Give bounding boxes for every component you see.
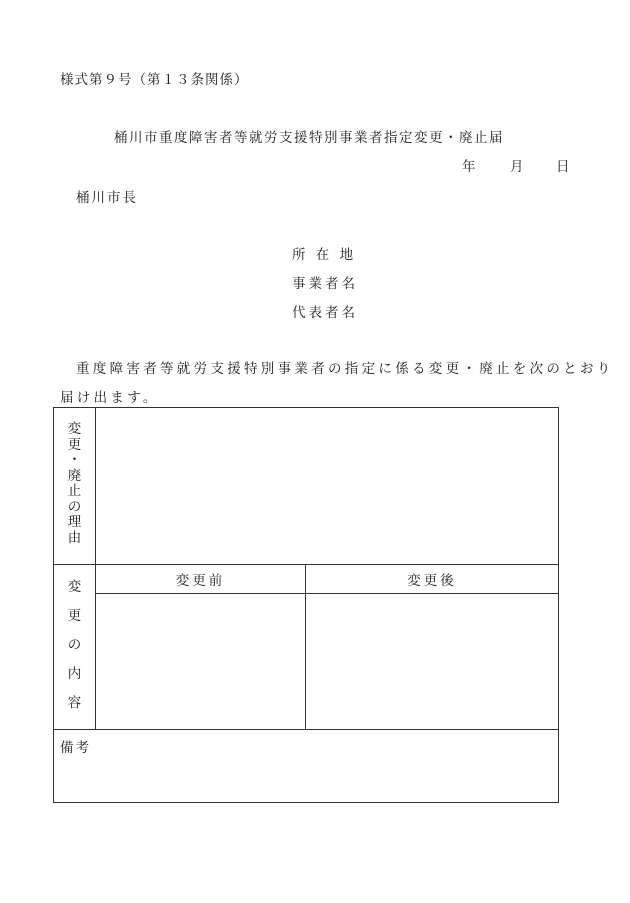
- reason-label-char: 更: [67, 436, 82, 453]
- sender-address-label: 所 在 地: [292, 247, 357, 263]
- document-title: 桶川市重度障害者等就労支援特別事業者指定変更・廃止届: [114, 130, 504, 146]
- content-label-char: 変: [67, 579, 82, 595]
- content-label-char: 容: [67, 695, 82, 711]
- reason-input-cell[interactable]: [96, 408, 559, 565]
- date-month-label: 月: [510, 159, 524, 175]
- sender-representative-label: 代表者名: [292, 305, 358, 321]
- sender-business-name-label: 事業者名: [292, 276, 358, 292]
- reason-label-char: ・: [67, 452, 82, 468]
- remarks-label: 備考: [60, 740, 91, 756]
- reason-label-char: 変: [67, 421, 82, 437]
- form-number: 様式第９号（第１３条関係）: [60, 72, 249, 88]
- content-label-cell: [54, 565, 96, 730]
- content-label-char: 内: [67, 666, 82, 682]
- content-label-char: の: [67, 637, 82, 653]
- date-day-label: 日: [556, 159, 570, 175]
- after-change-header: 変更後: [306, 565, 559, 594]
- date-year-label: 年: [462, 159, 476, 175]
- content-label-char: 更: [67, 608, 82, 624]
- addressee: 桶川市長: [76, 190, 138, 206]
- before-change-input-cell[interactable]: [96, 594, 306, 730]
- after-change-input-cell[interactable]: [306, 594, 559, 730]
- reason-label-char: の: [67, 498, 82, 515]
- reason-label-char: 理: [67, 514, 82, 530]
- reason-label-cell: [54, 408, 96, 565]
- body-text-line1: 重度障害者等就労支援特別事業者の指定に係る変更・廃止を次のとおり: [76, 361, 614, 377]
- remarks-cell[interactable]: [54, 730, 559, 803]
- reason-label-char: 由: [67, 529, 82, 546]
- change-abolition-form-table: [53, 407, 559, 803]
- body-text-line2: 届け出ます。: [60, 390, 160, 406]
- before-change-header: 変更前: [96, 565, 306, 594]
- reason-label-char: 廃: [67, 467, 82, 484]
- reason-label-char: 止: [67, 483, 82, 499]
